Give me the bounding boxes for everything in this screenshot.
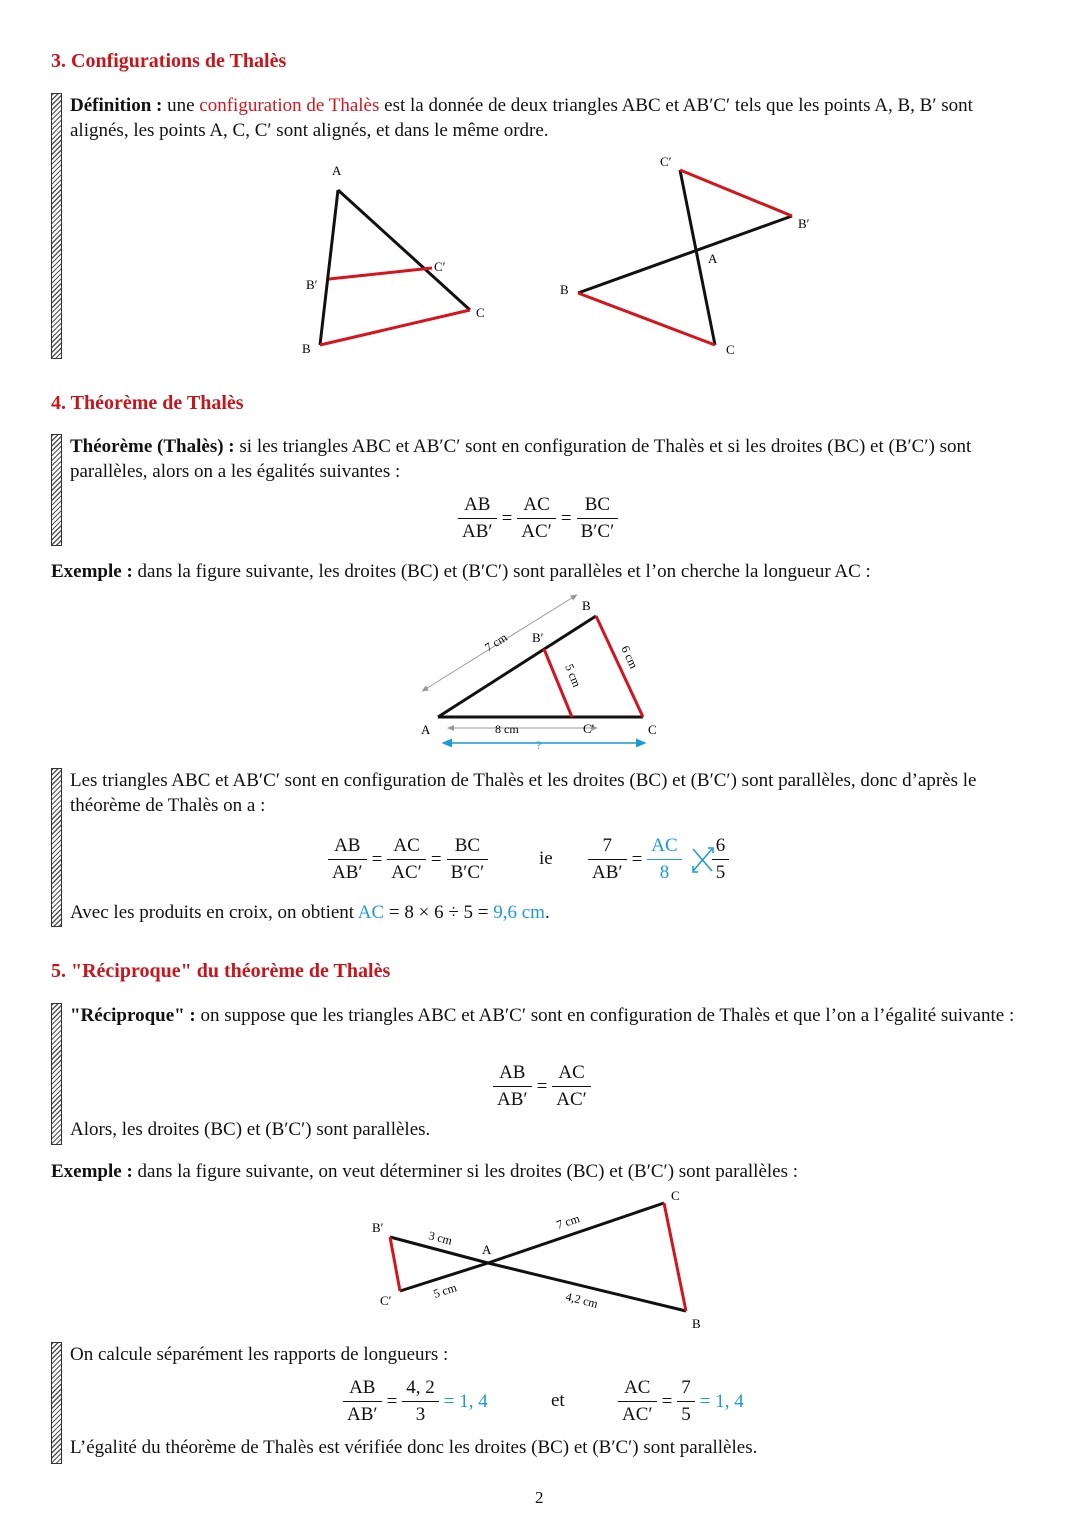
definition-label: Définition : <box>70 95 163 116</box>
segment-ab <box>320 190 338 345</box>
equals: = <box>560 507 572 529</box>
segment-bc <box>578 293 715 345</box>
cross-product-line <box>70 900 550 925</box>
label-c-prime: C′ <box>380 1293 392 1308</box>
label-question: ? <box>536 738 542 752</box>
theorem-formula <box>455 492 621 545</box>
frac-5: 5 <box>681 1404 691 1425</box>
reciprocal-formula <box>490 1060 594 1113</box>
label-b-prime: B′ <box>372 1220 384 1235</box>
frac-bc: BC <box>577 492 619 519</box>
label-c-prime: C′ <box>583 721 595 736</box>
segment-bc <box>664 1203 686 1311</box>
frac-ac: AC <box>552 1060 591 1087</box>
frac-ac-prime: AC′ <box>391 862 422 883</box>
label-b-prime: B′ <box>306 277 318 292</box>
label-3cm: 3 cm <box>427 1228 454 1248</box>
theorem-text <box>70 434 1030 484</box>
cross-multiplication-icon <box>691 845 715 875</box>
figure-thales-example <box>410 590 670 755</box>
label-a: A <box>708 251 718 266</box>
example-2-conclusion: L’égalité du théorème de Thalès est vérifiée donc les droites (BC) et (B′C′) sont parallèles. <box>70 1437 758 1458</box>
segment-bb2 <box>578 216 792 293</box>
frac-ac: AC <box>517 492 556 519</box>
segment-b2c2 <box>329 268 432 279</box>
figure-reciprocal-example <box>360 1185 720 1335</box>
cross-mid: = 8 × 6 ÷ 5 = <box>388 902 489 923</box>
equals: = <box>661 1390 673 1412</box>
ratio-ac-result: = 1, 4 <box>699 1390 744 1412</box>
segment-bc <box>320 310 470 345</box>
label-b: B <box>582 598 591 613</box>
label-b: B <box>302 341 311 356</box>
frac-ab-prime: AB′ <box>592 862 623 883</box>
label-c: C <box>726 342 735 357</box>
cross-pre: Avec les produits en croix, on obtient <box>70 902 355 923</box>
label-5cm: 5 cm <box>431 1280 459 1301</box>
reciprocal-label: "Réciproque" : <box>70 1005 196 1026</box>
label-a: A <box>482 1242 492 1257</box>
theorem-margin-bar <box>51 434 62 546</box>
definition-margin-bar <box>51 93 62 359</box>
equals: = <box>371 848 383 870</box>
frac-ab: AB <box>343 1375 382 1402</box>
label-a: A <box>421 722 431 737</box>
example-2-margin-bar <box>51 1342 62 1464</box>
example-1-text: Les triangles ABC et AB′C′ sont en configuration de Thalès et les droites (BC) et (B′C′) sont parallèles, donc d’après le théorème de Thalès on a : <box>70 770 977 816</box>
frac-ab-prime: AB′ <box>497 1089 528 1110</box>
label-b: B <box>560 282 569 297</box>
label-c-prime: C′ <box>434 259 446 274</box>
frac-ab-prime: AB′ <box>332 862 363 883</box>
frac-ac-prime: AC′ <box>521 521 552 542</box>
example-2-text: On calcule séparément les rapports de longueurs : <box>70 1344 449 1365</box>
theorem-body: si les triangles ABC et AB′C′ sont en configuration de Thalès et si les droites (BC) et (B′C′) sont parallèles, alors on a les égalités suivantes : <box>70 436 972 482</box>
reciprocal-text <box>70 1003 1030 1028</box>
label-b-prime: B′ <box>532 630 544 645</box>
example-label: Exemple : <box>51 561 133 582</box>
page-number: 2 <box>535 1488 544 1507</box>
frac-bc: BC <box>447 833 489 860</box>
frac-ab-prime: AB′ <box>347 1404 378 1425</box>
frac-ab: AB <box>493 1060 532 1087</box>
label-c-prime: C′ <box>660 154 672 169</box>
ie-label: ie <box>539 848 553 869</box>
segment-b2c2 <box>390 1237 400 1291</box>
label-7cm: 7 cm <box>554 1211 582 1232</box>
frac-6: 6 <box>712 833 730 860</box>
frac-b2c2: B′C′ <box>450 862 485 883</box>
frac-ab: AB <box>328 833 367 860</box>
equals: = <box>386 1390 398 1412</box>
frac-ac-prime: AC′ <box>622 1404 653 1425</box>
definition-pre: une <box>167 95 195 116</box>
example-1-intro <box>51 559 1031 584</box>
frac-8: 8 <box>659 862 670 883</box>
definition-term: configuration de Thalès <box>199 95 380 116</box>
cross-period: . <box>544 902 550 923</box>
frac-ac-prime: AC′ <box>556 1089 587 1110</box>
definition-text <box>70 93 1030 143</box>
label-7cm: 7 cm <box>482 630 510 655</box>
section-5-title: 5. "Réciproque" du théorème de Thalès <box>51 960 391 982</box>
frac-3: 3 <box>415 1404 426 1425</box>
frac-4-2: 4, 2 <box>402 1375 439 1402</box>
frac-b2c2: B′C′ <box>580 521 615 542</box>
segment-b2c2 <box>544 649 572 717</box>
section-4-title: 4. Théorème de Thalès <box>51 392 244 414</box>
ratio-ab-formula <box>340 1375 490 1428</box>
reciprocal-body: on suppose que les triangles ABC et AB′C′ sont en configuration de Thalès et que l’on a l’égalité suivante : <box>200 1005 1015 1026</box>
segment-c2b2 <box>680 170 792 216</box>
label-b-prime: B′ <box>798 216 810 231</box>
example-text: dans la figure suivante, les droites (BC) et (B′C′) sont parallèles et l’on cherche la longueur AC : <box>137 561 871 582</box>
equals: = <box>631 848 643 870</box>
label-c: C <box>648 722 657 737</box>
label-6cm: 6 cm <box>618 643 641 671</box>
frac-7: 7 <box>677 1375 695 1402</box>
label-8cm: 8 cm <box>495 722 519 736</box>
frac-ab-prime: AB′ <box>462 521 493 542</box>
frac-ac: AC <box>618 1375 657 1402</box>
frac-ab: AB <box>458 492 497 519</box>
equals: = <box>501 507 513 529</box>
ratio-ac-formula <box>615 1375 746 1428</box>
definition-post: est la donnée de deux triangles ABC et AB′C′ tels que les points A, B, B′ sont alignés, les points A, C, C′ sont alignés, et dans le même ordre. <box>70 95 973 141</box>
segment-ac <box>338 190 470 310</box>
figure-thales-triangle <box>290 155 500 365</box>
et-label: et <box>551 1390 565 1411</box>
reciprocal-margin-bar <box>51 1003 62 1145</box>
reciprocal-conclusion: Alors, les droites (BC) et (B′C′) sont parallèles. <box>70 1119 431 1140</box>
example-2-intro <box>51 1159 1031 1184</box>
frac-5: 5 <box>715 862 726 883</box>
label-5cm: 5 cm <box>562 661 585 690</box>
equals: = <box>536 1075 548 1097</box>
figure-thales-butterfly <box>550 150 830 365</box>
example-label: Exemple : <box>51 1161 133 1182</box>
label-b: B <box>692 1316 701 1331</box>
label-a: A <box>332 163 342 178</box>
label-4-2cm: 4,2 cm <box>564 1289 600 1311</box>
cross-ac: AC <box>357 902 385 923</box>
example-1-margin-bar <box>51 768 62 927</box>
ratio-ab-result: = 1, 4 <box>443 1390 488 1412</box>
label-c: C <box>476 305 485 320</box>
frac-7: 7 <box>588 833 627 860</box>
example-text: dans la figure suivante, on veut déterminer si les droites (BC) et (B′C′) sont parallèles : <box>137 1161 799 1182</box>
cross-result: 9,6 cm <box>493 902 545 923</box>
frac-ac: AC <box>387 833 426 860</box>
equals: = <box>430 848 442 870</box>
example-1-formula <box>325 833 491 886</box>
theorem-label: Théorème (Thalès) : <box>70 436 235 457</box>
label-c: C <box>671 1188 680 1203</box>
section-3-title: 3. Configurations de Thalès <box>51 50 287 72</box>
frac-ac: AC <box>647 833 681 860</box>
